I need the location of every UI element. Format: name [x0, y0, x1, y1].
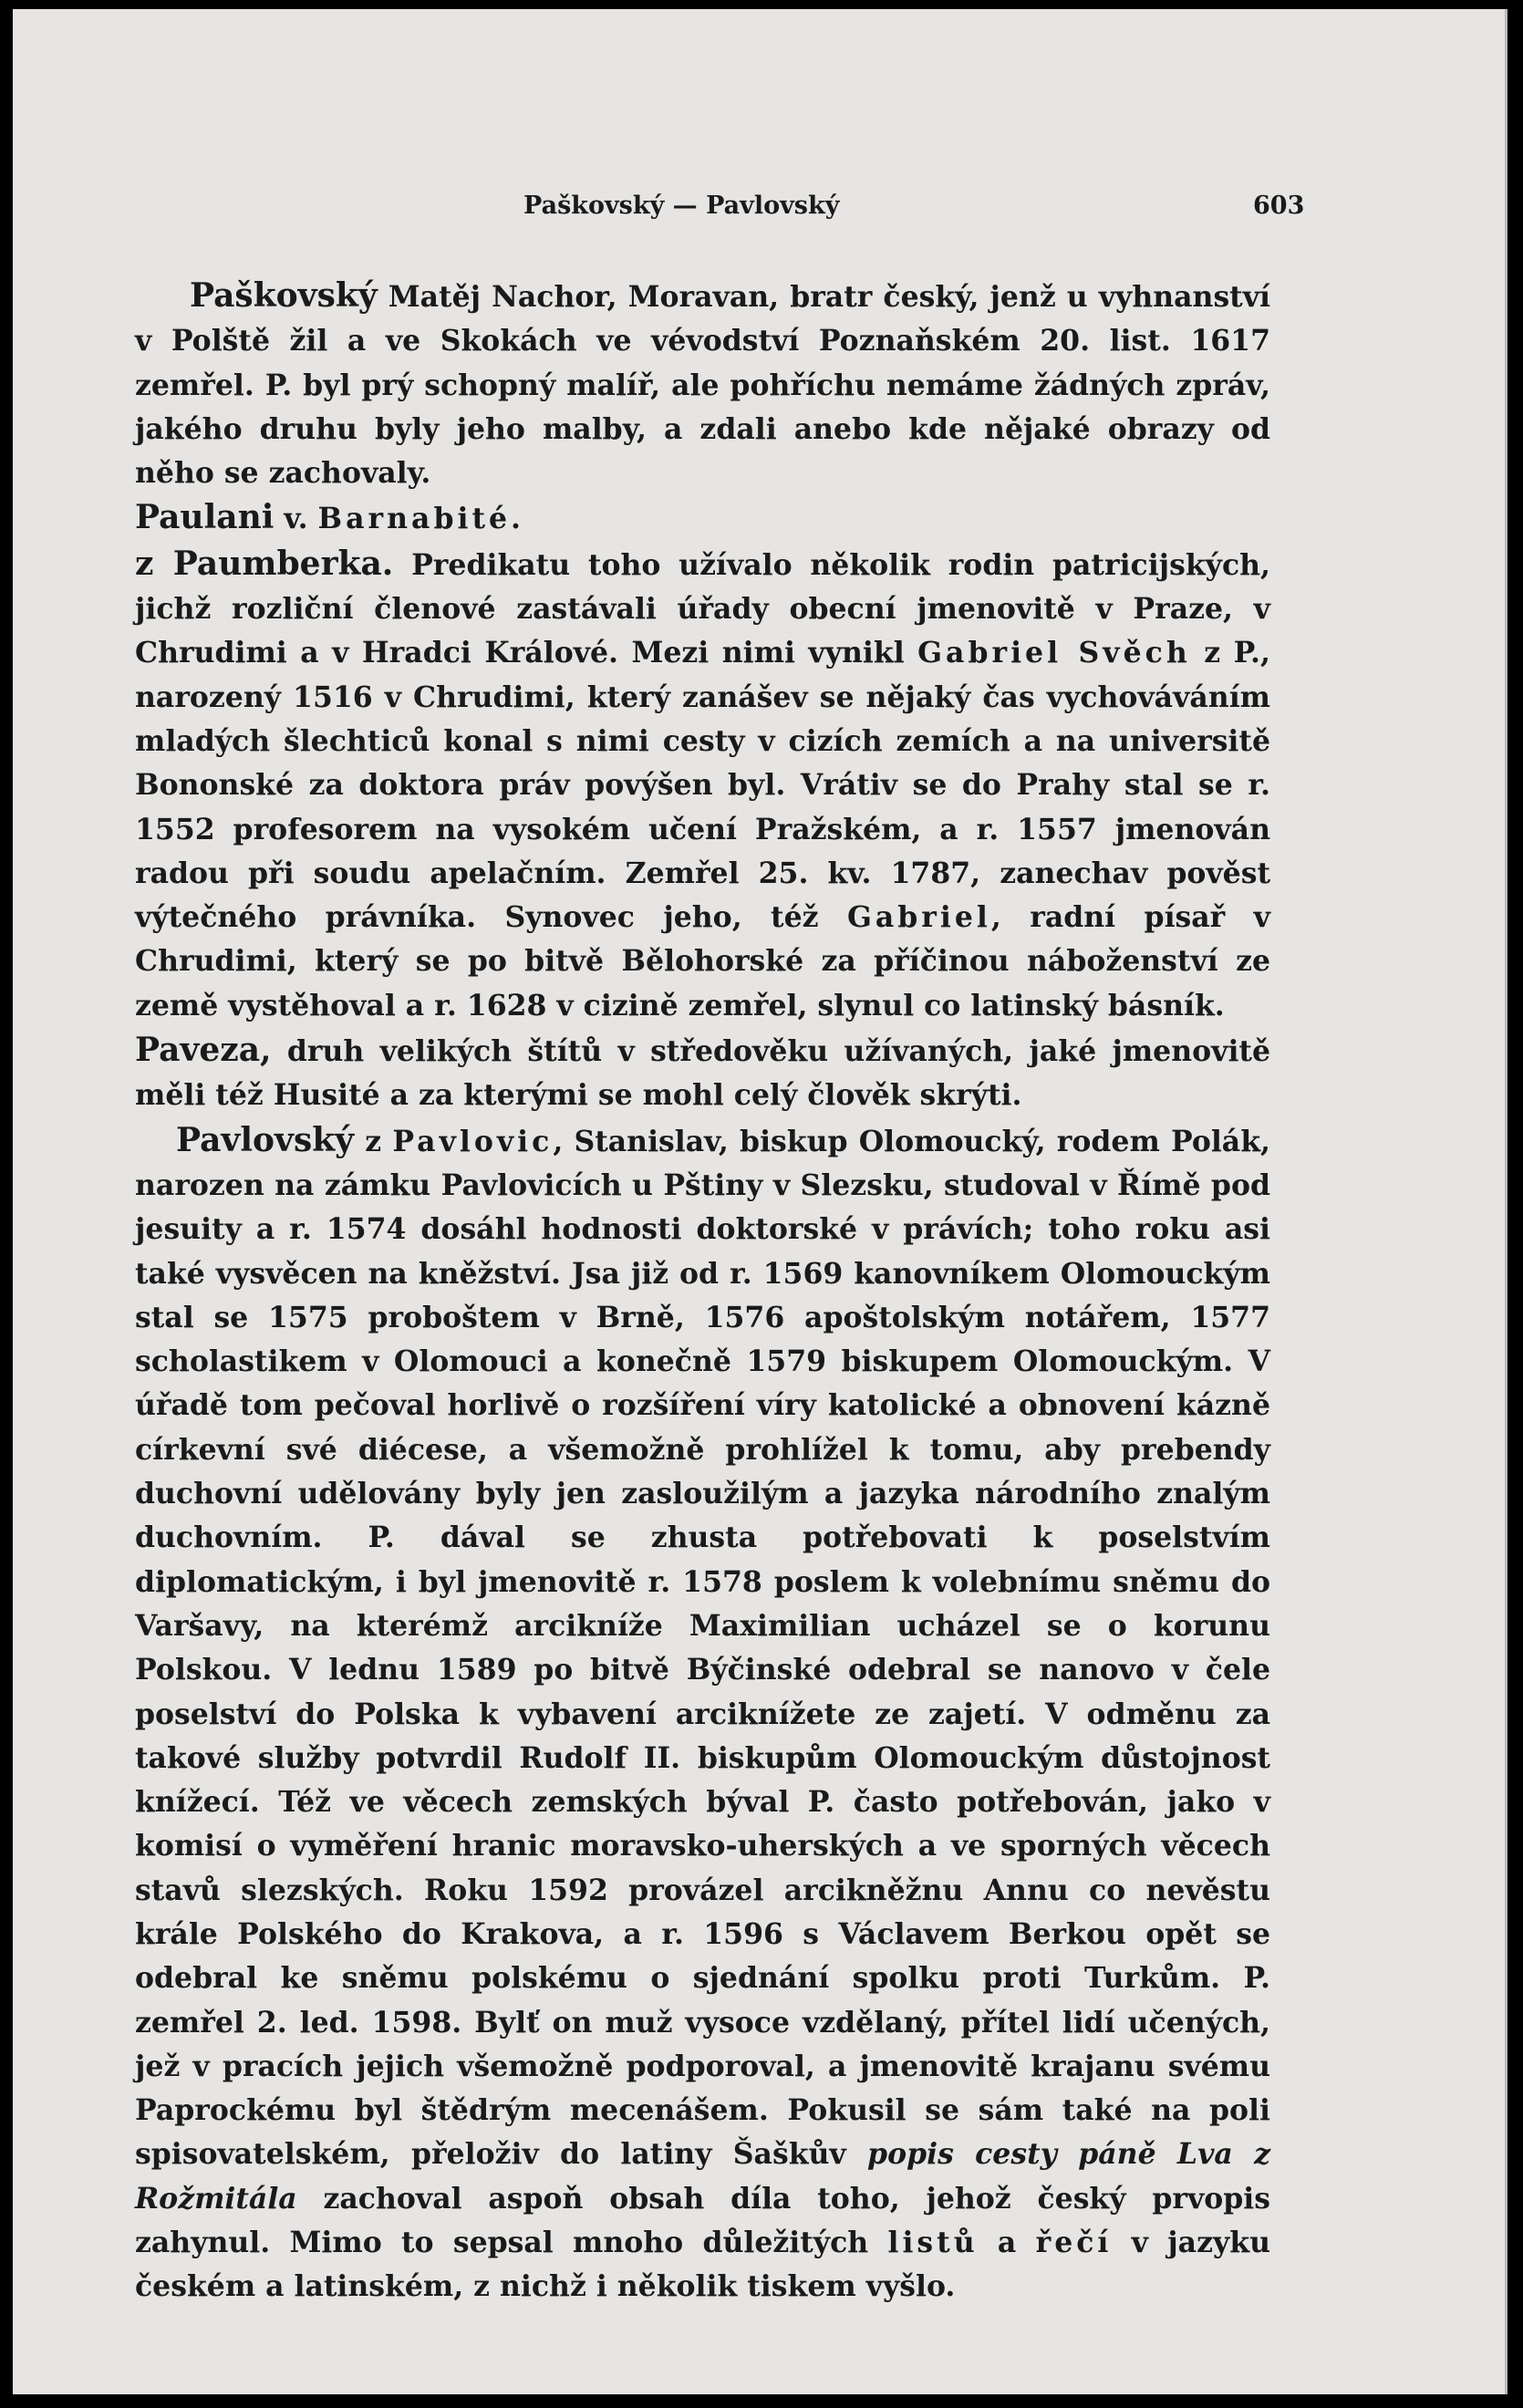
running-head: Paškovský — Pavlovský [523, 192, 840, 220]
spaced-word: listů [887, 2226, 979, 2260]
entry-text: , Stanislav, biskup Olomoucký, rodem Polák, narozen na zámku Pavlovicích u Pštiny v Slezsku, studoval v Římě pod jesuity a r. 1574 dosáhl hodnosti doktorské v právích; toho roku asi také vysvěcen na kněžství. Jsa již od r. 1569 kanovníkem Olomouckým stal se 1575 proboštem v Brně, 1576 apoštolským notářem, 1577 scholastikem v Olomouci a konečně 1579 biskupem Olomouckým. V úřadě tom pečoval horlivě o rozšíření víry katolické a obnovení kázně církevní své diécese, a všemožně prohlížel k tomu, aby prebendy duchovní udělovány byly jen zasloužilým a jazyka národního znalým duchovním. P. dával se zhusta potřebovati k poselstvím diplomatickým, i byl jmenovitě r. 1578 poslem k volebnímu sněmu do Varšavy, na kterémž arcikníže Maximilian ucházel se o korunu Polskou. V lednu 1589 po bitvě Býčinské odebral se nanovo v čele poselství do Polska k vybavení arciknížete ze zajetí. V odměnu za takové služby potvrdil Rudolf II. biskupům Olomouckým důstojnost knížecí. Též ve věcech zemských býval P. často potřebován, jako v komisí o vyměření hranic moravsko-uherských a ve sporných věcech stavů slezských. Roku 1592 provázel arcikněžnu Annu co nevěstu krále Polského do Krakova, a r. 1596 s Václavem Berkou opět se odebral ke sněmu polskému o sjednání spolku proti Turkům. P. zemřel 2. led. 1598. Bylť on muž vysoce vzdělaný, přítel lidí učených, jež v pracích jejich všemožně podporoval, a jmenovitě krajanu svému Paprockému byl štědrým mecenášem. Pokusil se sám také na poli spisovatelském, přeloživ do latiny Šaškův [135, 1124, 1270, 2172]
headword: z Paumberka. [135, 544, 394, 583]
entry-text: druh velikých štítů v středověku užívaných, jaké jmenovitě měli též Husité a za kterými se mohl celý člověk skrýti. [135, 1034, 1270, 1113]
work-title: popis cesty páně Lva z Rožmitála [135, 2137, 1270, 2216]
spaced-name: Pavlovic [392, 1124, 554, 1158]
entry-paulani [135, 495, 1270, 541]
entry-paumberka [135, 542, 1270, 1028]
spaced-name: Gabriel Svěch [917, 636, 1191, 670]
headword: Paulani [135, 498, 275, 537]
entry-text: Matěj Nachor, Moravan, bratr český, jenž u vyhnanství v Polště žil a ve Skokách ve vévodství Poznaňském 20. list. 1617 zemřel. P. byl prý schopný malíř, ale pohříchu nemáme žádných zpráv, jakého druhu byly jeho malby, a zdali anebo kde nějaké obrazy od něho se zachovaly. [135, 280, 1270, 491]
spaced-word: řečí [1035, 2226, 1113, 2260]
spaced-name: Gabriel [846, 900, 991, 935]
entry-text: zachoval aspoň obsah díla toho, jehož český prvopis zahynul. Mimo to sepsal mnoho důležitých [135, 2181, 1270, 2260]
headword: Pavlovský [176, 1120, 355, 1159]
headword: Paškovský [190, 276, 378, 315]
page-header [13, 192, 1505, 228]
entry-text: Predikatu toho užívalo několik rodin patricijských, jichž rozliční členové zastávali úřady obecní jmenovitě v Praze, v Chrudimi a v Hradci Králové. Mezi nimi vynikl [135, 547, 1270, 670]
entry-paskovsky [135, 274, 1270, 495]
entry-paveza [135, 1028, 1270, 1118]
entry-text: , radní písař v Chrudimi, který se po bitvě Bělohorské za příčinou náboženství ze země vystěhoval a r. 1628 v cizině zemřel, slynul co latinský básník. [135, 900, 1270, 1022]
book-page [13, 9, 1507, 2394]
headword: Paveza, [135, 1031, 272, 1070]
page-body [135, 274, 1270, 2309]
page-number: 603 [1253, 192, 1305, 220]
entry-text: z P., narozený 1516 v Chrudimi, který zanášev se nějaký čas vychováváním mladých šlechticů konal s nimi cesty v cizích zemích a na universitě Bononské za doktora práv povýšen byl. Vrátiv se do Prahy stal se r. 1552 profesorem na vysokém učení Pražském, a r. 1557 jmenován radou při soudu apelačním. Zemřel 25. kv. 1787, zanechav pověst výtečného právníka. Synovec jeho, též [135, 636, 1270, 935]
entry-text: v. [274, 502, 318, 536]
entry-pavlovsky [135, 1118, 1270, 2309]
entry-text: z [354, 1124, 393, 1158]
entry-text: a [978, 2226, 1036, 2260]
cross-reference: Barnabité. [317, 502, 525, 536]
entry-text: v jazyku českém a latinském, z nichž i několik tiskem vyšlo. [135, 2226, 1270, 2304]
